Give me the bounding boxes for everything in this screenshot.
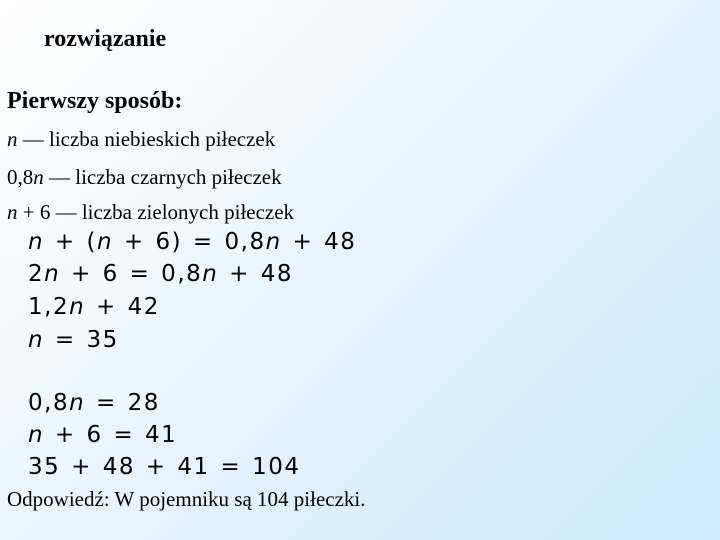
definition-text: — liczba czarnych piłeczek: [43, 165, 282, 189]
equation-5: 0,8n = 28: [28, 390, 160, 416]
math-variable-n: n: [28, 327, 45, 353]
method-heading: Pierwszy sposób:: [7, 88, 183, 114]
slide-title: rozwiązanie: [44, 26, 167, 52]
equation-7: 35 + 48 + 41 = 104: [28, 454, 301, 480]
variable-n: n: [7, 200, 18, 224]
math-variable-n: n: [265, 229, 282, 255]
math-variable-n: n: [69, 390, 86, 416]
math-variable-n: n: [96, 229, 114, 255]
definition-black: [7, 165, 282, 190]
equation-4: n = 35: [28, 327, 119, 353]
equation-1: n + (n + 6) = 0,8n + 48: [28, 229, 357, 255]
definition-text: — liczba zielonych piłeczek: [50, 200, 295, 224]
definition-blue: [7, 127, 275, 152]
variable-n: n: [7, 127, 18, 151]
definition-green: [7, 200, 294, 225]
variable-n: n: [33, 165, 44, 189]
math-variable-n: n: [44, 261, 61, 287]
math-variable-n: n: [28, 229, 45, 255]
suffix: + 6: [17, 200, 51, 224]
math-variable-n: n: [202, 261, 219, 287]
equation-6: n + 6 = 41: [28, 422, 178, 448]
math-variable-n: n: [69, 294, 86, 320]
coefficient: 0,8: [7, 165, 34, 189]
math-variable-n: n: [28, 422, 45, 448]
equation-2: 2n + 6 = 0,8n + 48: [28, 261, 294, 287]
answer-text: Odpowiedź: W pojemniku są 104 piłeczki.: [7, 487, 366, 511]
definition-text: — liczba niebieskich piłeczek: [17, 127, 276, 151]
equation-3: 1,2n + 42: [28, 294, 160, 320]
